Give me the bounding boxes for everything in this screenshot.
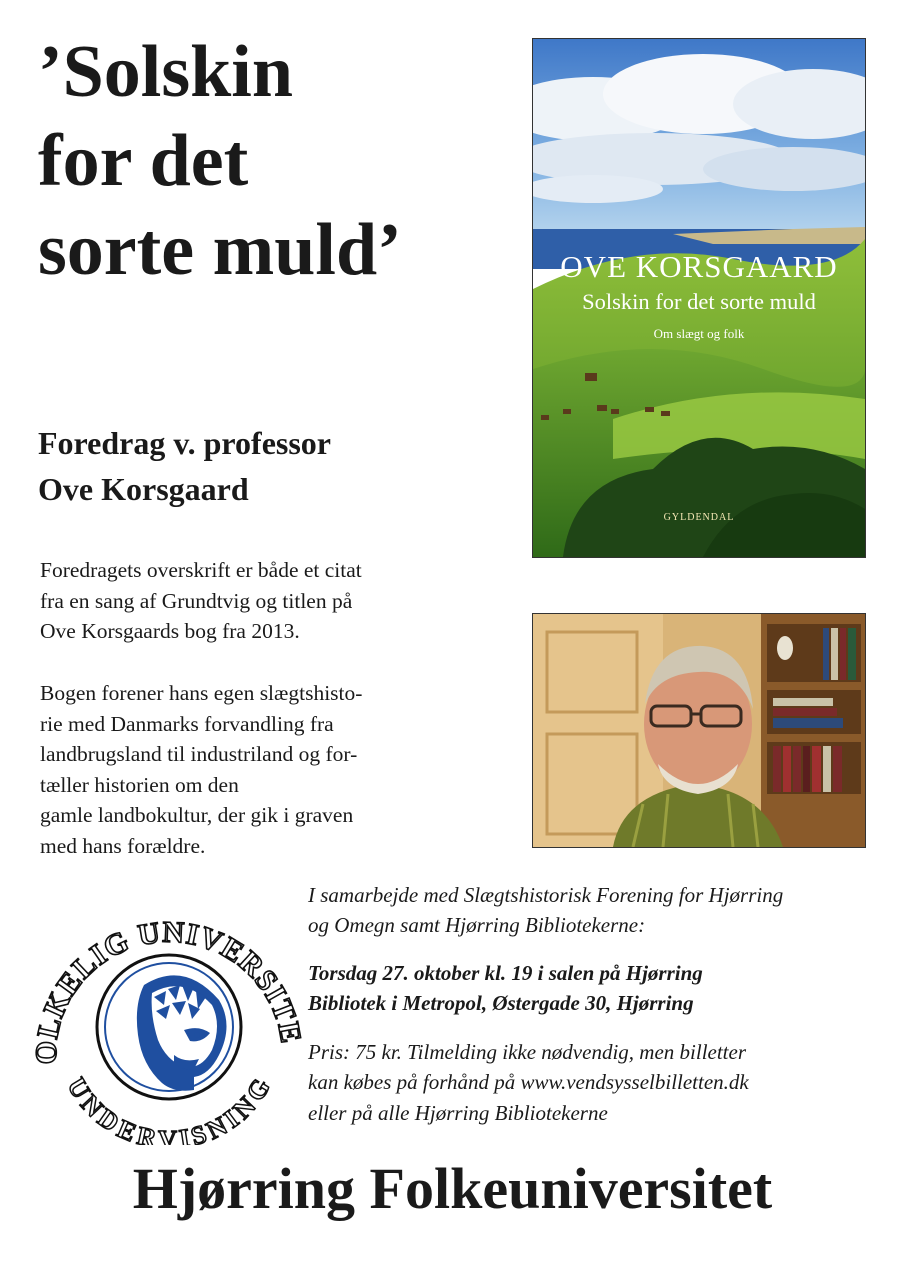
info-line: eller på alle Hjørring Bibliotekerne xyxy=(308,1100,608,1125)
info-line: Bibliotek i Metropol, Østergade 30, Hjørring xyxy=(308,991,694,1016)
price-info xyxy=(308,1037,878,1128)
book-cover-image xyxy=(532,38,866,558)
paragraph-line: Ove Korsgaards bog fra 2013. xyxy=(40,619,300,644)
book-author: OVE KORSGAARD xyxy=(560,249,838,284)
book-publisher: GYLDENDAL xyxy=(663,512,735,523)
portrait-illustration xyxy=(533,614,865,847)
speaker-portrait-photo xyxy=(532,613,866,848)
logo-ring-top-text: LKELIG UNIVERSITE xyxy=(34,915,304,1047)
lecture-subtitle xyxy=(38,420,498,513)
cooperation-note xyxy=(308,880,878,941)
paragraph-line: Foredragets overskrift er både et citat xyxy=(40,558,362,582)
subtitle-line-1: Foredrag v. professor xyxy=(38,425,331,461)
paragraph-line: landbrugsland til industriland og for- xyxy=(40,742,358,767)
paragraph-line: tæller historien om den xyxy=(40,772,239,797)
info-line: og Omegn samt Hjørring Bibliotekerne: xyxy=(308,913,646,938)
paragraph-line: rie med Danmarks forvandling fra xyxy=(40,711,334,736)
info-line: Torsdag 27. oktober kl. 19 i salen på Hjørring xyxy=(308,961,703,985)
event-time-place xyxy=(308,958,878,1019)
subtitle-line-2: Ove Korsgaard xyxy=(38,471,249,508)
paragraph-line: fra en sang af Grundtvig og titlen på xyxy=(40,588,353,613)
folkeuniversitet-logo xyxy=(34,905,304,1145)
university-seal-icon xyxy=(34,905,304,1145)
description-paragraph xyxy=(40,678,480,861)
info-line: kan købes på forhånd på www.vendsysselbilletten.dk xyxy=(308,1070,749,1095)
title-line-3: sorte muld’ xyxy=(38,208,402,291)
logo-ring-bottom-text: UNDERVISNING xyxy=(61,1072,277,1145)
book-title: Solskin for det sorte muld xyxy=(582,289,816,314)
title-line-2: for det xyxy=(38,119,249,202)
paragraph-line: gamle landbokultur, der gik i graven xyxy=(40,803,354,828)
intro-paragraph xyxy=(40,555,480,647)
paragraph-line: med hans forældre. xyxy=(40,833,206,858)
poster-title xyxy=(38,28,518,294)
organizer-name: Hjørring Folkeuniversitet xyxy=(132,1156,773,1221)
paragraph-line: Bogen forener hans egen slægtshisto- xyxy=(40,681,363,705)
info-line: Pris: 75 kr. Tilmelding ikke nødvendig, men billetter xyxy=(308,1040,747,1064)
title-line-1: ’Solskin xyxy=(38,31,294,113)
info-line: I samarbejde med Slægtshistorisk Forening for Hjørring xyxy=(308,883,784,907)
book-subtitle: Om slægt og folk xyxy=(653,326,745,341)
